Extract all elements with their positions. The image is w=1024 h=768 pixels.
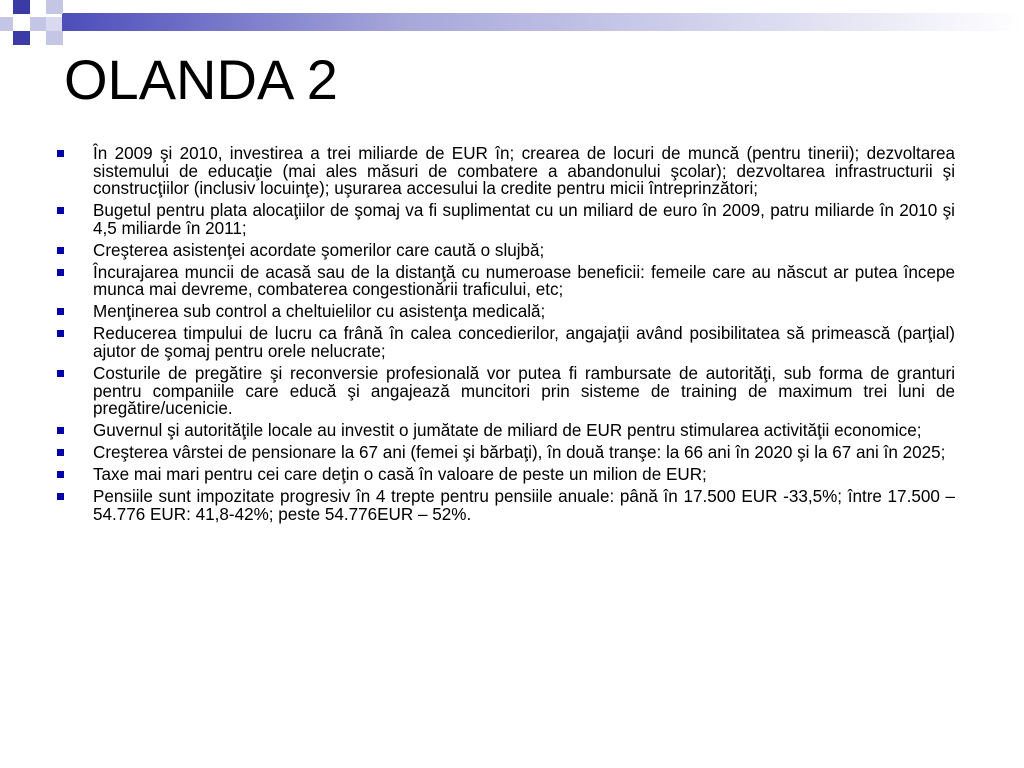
deco-square	[30, 17, 46, 31]
square-bullet-icon	[57, 330, 64, 337]
square-bullet-icon	[57, 449, 64, 456]
bullet-item	[93, 488, 955, 523]
bullet-text: Creşterea asistenţei acordate şomerilor care caută o slujbă;	[93, 240, 545, 260]
bullet-text: Costurile de pregătire şi reconversie profesională vor putea fi rambursate de autorităţi, sub forma de granturi pentru companiile care educă şi angajează muncitori prin sisteme de training de maximum trei luni de pregătire/ucenicie.	[93, 363, 955, 419]
square-bullet-icon	[57, 493, 64, 500]
bullet-text: Guvernul şi autorităţile locale au investit o jumătate de miliard de EUR pentru stimularea activităţii economice;	[93, 421, 922, 441]
bullet-item	[93, 264, 955, 299]
bullet-list	[93, 145, 955, 527]
bullet-text: Bugetul pentru plata alocaţiilor de şomaj va fi suplimentat cu un miliard de euro în 2009, patru miliarde în 2010 şi 4,5 miliarde în 2011;	[93, 201, 955, 238]
square-bullet-icon	[57, 471, 64, 478]
bullet-item	[93, 202, 955, 237]
bullet-text: Taxe mai mari pentru cei care deţin o casă în valoare de peste un milion de EUR;	[93, 464, 707, 484]
slide-title: OLANDA 2	[64, 48, 338, 111]
bullet-item	[93, 325, 955, 360]
square-bullet-icon	[57, 269, 64, 276]
deco-square	[46, 17, 62, 31]
bullet-item	[93, 303, 955, 321]
square-bullet-icon	[57, 150, 64, 157]
square-bullet-icon	[57, 370, 64, 377]
deco-square	[46, 31, 63, 45]
bullet-item	[93, 466, 955, 484]
bullet-text: Pensiile sunt impozitate progresiv în 4 trepte pentru pensiile anuale: până în 17.500 EUR -33,5%; între 17.500 – 54.776 EUR: 41,8-42%; peste 54.776EUR – 52%.	[93, 486, 955, 524]
square-bullet-icon	[57, 247, 64, 254]
deco-square	[46, 0, 63, 14]
bullet-text: Încurajarea muncii de acasă sau de la distanţă cu numeroase beneficii: femeile care au născut ar putea începe munca mai devreme, combaterea congestionării traficului, etc;	[93, 262, 955, 300]
bullet-item	[93, 444, 955, 462]
bullet-text: Creşterea vârstei de pensionare la 67 ani (femei şi bărbaţi), în două tranşe: la 66 ani în 2020 şi la 67 ani în 2025;	[93, 443, 946, 463]
bullet-item	[93, 145, 955, 198]
bullet-text: În 2009 şi 2010, investirea a trei miliarde de EUR în; crearea de locuri de muncă (pentru tinerii); dezvoltarea sistemului de educaţie (mai ales măsuri de combatere a abandonului şcolar); dezvoltarea infrastructurii şi construcţiilor (inclusiv locuinţe); uşurarea accesului la credite pentru micii întreprinzători;	[93, 144, 955, 199]
square-bullet-icon	[57, 308, 64, 315]
deco-square	[0, 17, 13, 31]
square-bullet-icon	[57, 427, 64, 434]
bullet-item	[93, 365, 955, 418]
gradient-bar	[62, 13, 1024, 31]
deco-square	[13, 31, 30, 45]
square-bullet-icon	[57, 207, 64, 214]
bullet-text: Menţinerea sub control a cheltuielilor cu asistenţa medicală;	[93, 302, 546, 322]
bullet-item	[93, 422, 955, 440]
bullet-text: Reducerea timpului de lucru ca frână în calea concedierilor, angajaţii având posibilitatea să primească (parţial) ajutor de şomaj pentru orele nelucrate;	[93, 324, 955, 361]
bullet-item	[93, 242, 955, 260]
deco-square	[13, 0, 30, 14]
